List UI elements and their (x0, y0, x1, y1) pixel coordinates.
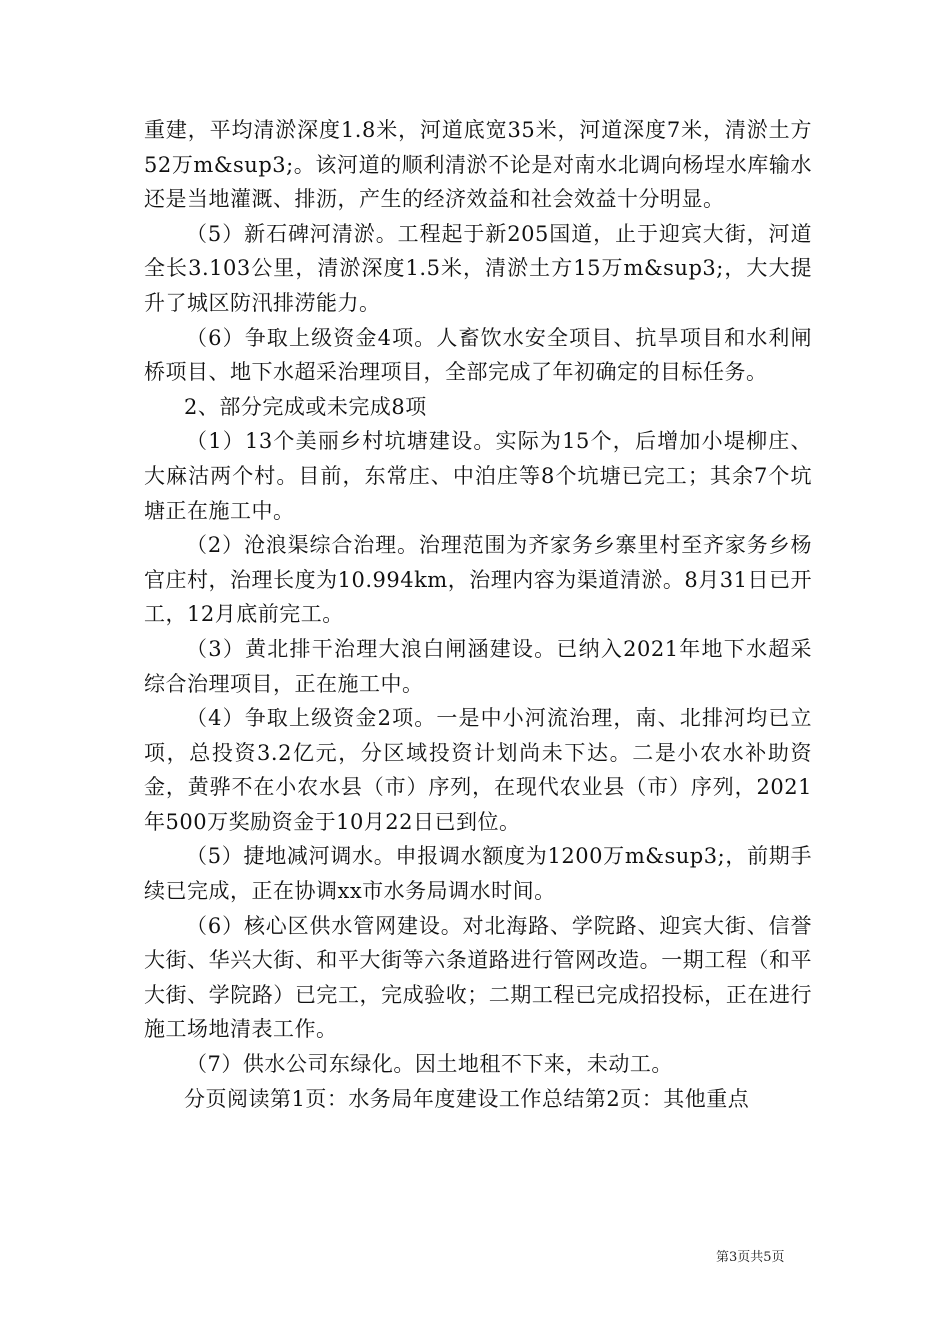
paragraph-item-5-jiedi: （5）捷地减河调水。申报调水额度为1200万m&sup3;，前期手续已完成，正在协调xx市水务局调水时间。 (144, 844, 812, 904)
paragraph-item-4-funding: （4）争取上级资金2项。一是中小河流治理，南、北排河均已立项，总投资3.2亿元，分区域投资计划尚未下达。二是小农水补助资金，黄骅不在小农水县（市）序列，在现代农业县（市）序列，2021年500万奖励资金于10月22日已到位。 (144, 706, 812, 834)
document-body (144, 113, 812, 1116)
paragraph-item-5-shibei-river: （5）新石碑河清淤。工程起于新205国道，止于迎宾大街，河道全长3.103公里，清淤深度1.5米，清淤土方15万m&sup3;，大大提升了城区防汛排涝能力。 (144, 221, 812, 315)
page-number: 第3页共5页 (716, 1250, 785, 1265)
paragraph-item-3-huangbei: （3）黄北排干治理大浪白闸涵建设。已纳入2021年地下水超采综合治理项目，正在施工中。 (144, 636, 812, 696)
paragraph-item-6-funding: （6）争取上级资金4项。人畜饮水安全项目、抗旱项目和水利闸桥项目、地下水超采治理项目，全部完成了年初确定的目标任务。 (144, 325, 812, 385)
pagination-links[interactable]: 分页阅读第1页：水务局年度建设工作总结第2页：其他重点 (184, 1086, 750, 1111)
paragraph-item-6-pipeline: （6）核心区供水管网建设。对北海路、学院路、迎宾大街、信誉大街、华兴大街、和平大街等六条道路进行管网改造。一期工程（和平大街、学院路）已完工，完成验收；二期工程已完成招投标，正在进行施工场地清表工作。 (144, 913, 812, 1042)
paragraph-item-1-ponds: （1）13个美丽乡村坑塘建设。实际为15个，后增加小堤柳庄、大麻沽两个村。目前，东常庄、中泊庄等8个坑塘已完工；其余7个坑塘正在施工中。 (144, 429, 812, 523)
section-heading-partial: 2、部分完成或未完成8项 (184, 394, 427, 419)
paragraph-item-7-greening: （7）供水公司东绿化。因土地租不下来，未动工。 (186, 1052, 673, 1077)
paragraph-item-2-canglang: （2）沧浪渠综合治理。治理范围为齐家务乡寨里村至齐家务乡杨官庄村，治理长度为10.994km，治理内容为渠道清淤。8月31日已开工，12月底前完工。 (144, 533, 812, 627)
paragraph-continuation: 重建，平均清淤深度1.8米，河道底宽35米，河道深度7米，清淤土方52万m&sup3;。该河道的顺利清淤不论是对南水北调向杨埕水库输水还是当地灌溉、排沥，产生的经济效益和社会效益十分明显。 (144, 118, 812, 212)
